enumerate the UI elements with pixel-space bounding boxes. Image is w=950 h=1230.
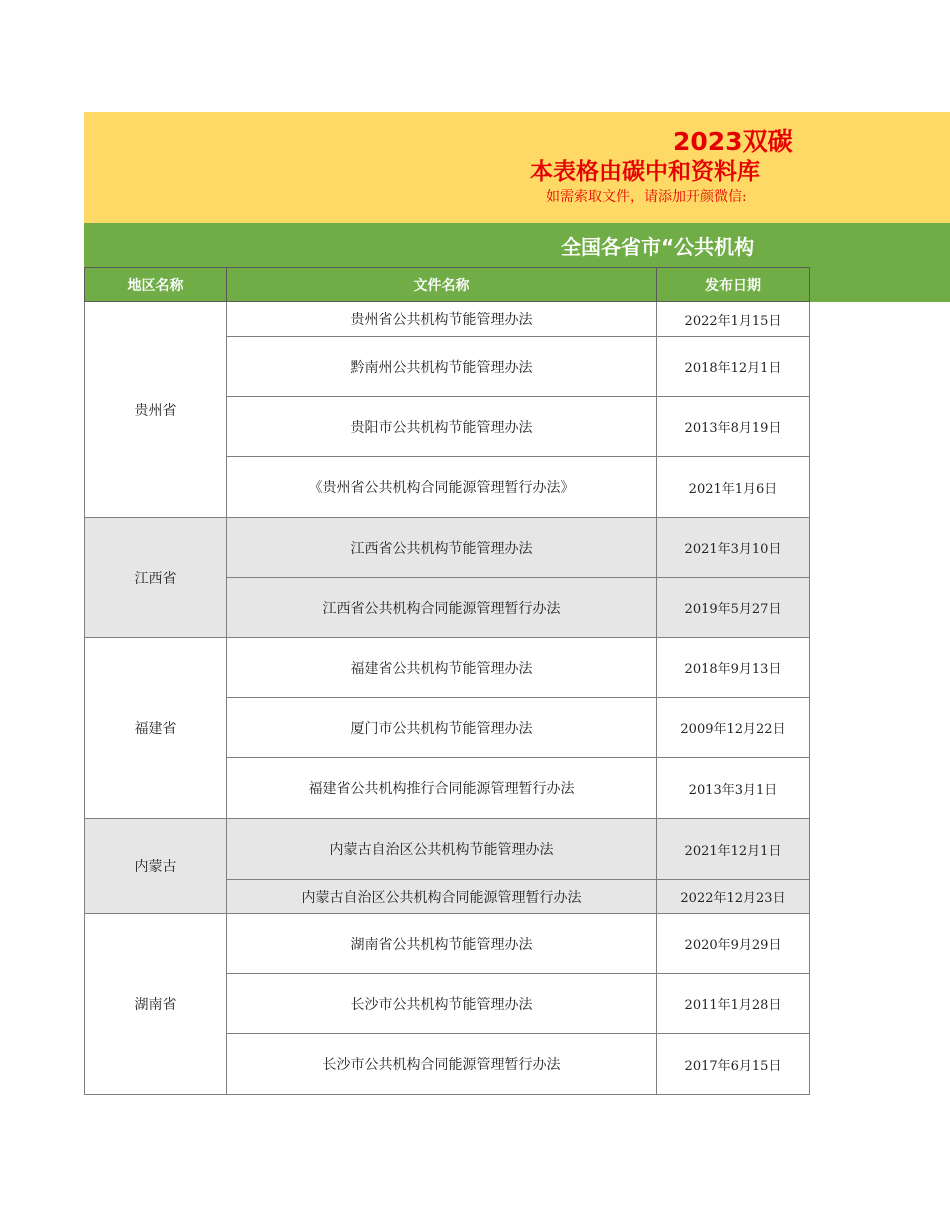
file-name-cell: 江西省公共机构合同能源管理暂行办法 bbox=[227, 578, 657, 638]
column-header-date: 发布日期 bbox=[657, 268, 810, 302]
file-name-cell: 贵州省公共机构节能管理办法 bbox=[227, 302, 657, 337]
table-header-row bbox=[85, 268, 810, 302]
table-row bbox=[85, 819, 810, 880]
publish-date-cell: 2022年12月23日 bbox=[657, 880, 810, 914]
file-name-cell: 厦门市公共机构节能管理办法 bbox=[227, 698, 657, 758]
table-row bbox=[85, 518, 810, 578]
contact-note: 如需索取文件，请添加开颜微信: bbox=[546, 189, 747, 205]
publish-date-cell: 2021年12月1日 bbox=[657, 819, 810, 880]
publish-date-cell: 2018年9月13日 bbox=[657, 638, 810, 698]
file-name-cell: 江西省公共机构节能管理办法 bbox=[227, 518, 657, 578]
region-cell: 湖南省 bbox=[85, 914, 227, 1095]
publish-date-cell: 2009年12月22日 bbox=[657, 698, 810, 758]
publish-date-cell: 2021年1月6日 bbox=[657, 457, 810, 518]
table-row bbox=[85, 638, 810, 698]
publish-date-cell: 2013年3月1日 bbox=[657, 758, 810, 819]
publish-date-cell: 2017年6月15日 bbox=[657, 1034, 810, 1095]
file-name-cell: 长沙市公共机构合同能源管理暂行办法 bbox=[227, 1034, 657, 1095]
title-banner bbox=[84, 112, 950, 223]
publish-date-cell: 2020年9月29日 bbox=[657, 914, 810, 974]
table-row bbox=[85, 914, 810, 974]
file-name-cell: 内蒙古自治区公共机构合同能源管理暂行办法 bbox=[227, 880, 657, 914]
file-name-cell: 长沙市公共机构节能管理办法 bbox=[227, 974, 657, 1034]
file-name-cell: 黔南州公共机构节能管理办法 bbox=[227, 337, 657, 397]
file-name-cell: 湖南省公共机构节能管理办法 bbox=[227, 914, 657, 974]
file-name-cell: 内蒙古自治区公共机构节能管理办法 bbox=[227, 819, 657, 880]
publish-date-cell: 2021年3月10日 bbox=[657, 518, 810, 578]
table-row bbox=[85, 302, 810, 337]
publish-date-cell: 2011年1月28日 bbox=[657, 974, 810, 1034]
publish-date-cell: 2019年5月27日 bbox=[657, 578, 810, 638]
file-name-cell: 《贵州省公共机构合同能源管理暂行办法》 bbox=[227, 457, 657, 518]
region-cell: 贵州省 bbox=[85, 302, 227, 518]
region-cell: 福建省 bbox=[85, 638, 227, 819]
publish-date-cell: 2022年1月15日 bbox=[657, 302, 810, 337]
region-cell: 内蒙古 bbox=[85, 819, 227, 914]
file-name-cell: 贵阳市公共机构节能管理办法 bbox=[227, 397, 657, 457]
table-body bbox=[85, 302, 810, 1095]
region-cell: 江西省 bbox=[85, 518, 227, 638]
title-line-1: 2023双碳 bbox=[673, 127, 793, 156]
column-header-file-name: 文件名称 bbox=[227, 268, 657, 302]
file-name-cell: 福建省公共机构节能管理办法 bbox=[227, 638, 657, 698]
section-title: 全国各省市“公共机构 bbox=[561, 235, 755, 259]
file-name-cell: 福建省公共机构推行合同能源管理暂行办法 bbox=[227, 758, 657, 819]
publish-date-cell: 2013年8月19日 bbox=[657, 397, 810, 457]
title-line-2: 本表格由碳中和资料库 bbox=[530, 159, 760, 185]
publish-date-cell: 2018年12月1日 bbox=[657, 337, 810, 397]
column-header-region: 地区名称 bbox=[85, 268, 227, 302]
policy-table bbox=[84, 267, 810, 1095]
